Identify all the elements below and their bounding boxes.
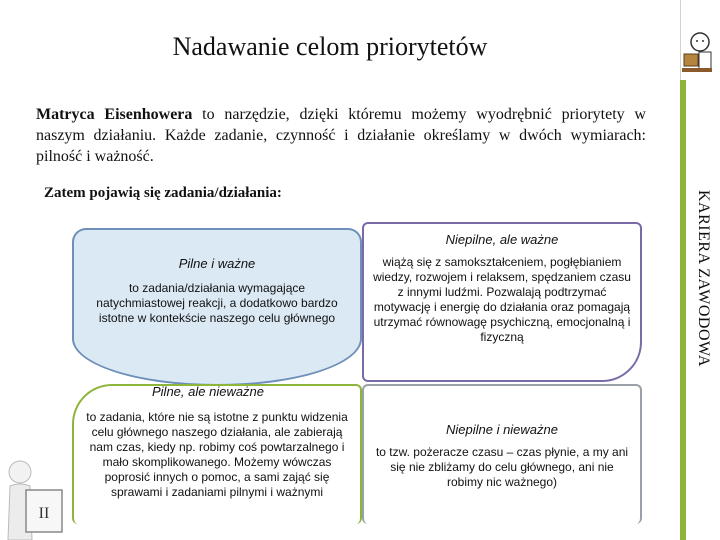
quadrant-not-urgent-not-important	[362, 384, 642, 524]
quadrant-urgent-important	[72, 228, 362, 386]
quadrant-not-urgent-important	[362, 222, 642, 382]
intro-bold: Matryca Eisenhowera	[36, 106, 193, 123]
quadrant-heading: Niepilne, ale ważne	[445, 232, 559, 247]
person-holding-sign-icon	[4, 456, 74, 540]
subheading: Zatem pojawią się zadania/działania:	[44, 185, 282, 201]
quadrant-urgent-not-important	[72, 384, 362, 524]
quadrant-heading: Pilne i ważne	[178, 256, 256, 271]
figure-sign-label: II	[38, 505, 50, 522]
quadrant-heading: Niepilne i nieważne	[445, 422, 558, 437]
sidebar-accent-bar	[680, 80, 686, 540]
quadrant-text: to zadania/działania wymagające natychmiastowej reakcji, a dodatkowo bardzo istotne w kontekście naszego celu głównego	[96, 281, 338, 325]
sidebar-label: KARIERA ZAWODOWA	[695, 190, 712, 367]
intro-paragraph	[36, 104, 646, 167]
quadrant-heading: Pilne, ale nieważne	[152, 384, 265, 399]
slide-title: Nadawanie celom priorytetów	[172, 32, 488, 61]
quadrant-text: to zadania, które nie są istotne z punktu widzenia celu głównego naszego działania, ale zabierają nam czas, kiedy np. robimy coś powtarzalnego i mało skomplikowanego. Możemy wówczas poprosić innych o pomoc, a sami zająć się sprawami i zadaniami pilnymi i ważnymi	[86, 410, 348, 499]
intro-text: to narzędzie, dzięki któremu możemy wyodrębnić priorytety w naszym działaniu. Każde zadanie, czynność i działanie określamy w dwóch wymiarach: pilność i ważność.	[36, 106, 646, 165]
person-at-desk-icon	[678, 30, 714, 76]
quadrant-text: to tzw. pożeracze czasu – czas płynie, a my ani się nie zbliżamy do celu głównego, ani nie robimy nic ważnego)	[375, 445, 629, 489]
quadrant-text: wiążą się z samokształceniem, pogłębianiem wiedzy, rozwojem i relaksem, spędzaniem czasu z innymi ludźmi. Pozwalają podtrzymać motywację i energię do działania oraz pomagają utrzymać równowagę psychiczną, emocjonalną i fizyczną	[373, 255, 631, 344]
